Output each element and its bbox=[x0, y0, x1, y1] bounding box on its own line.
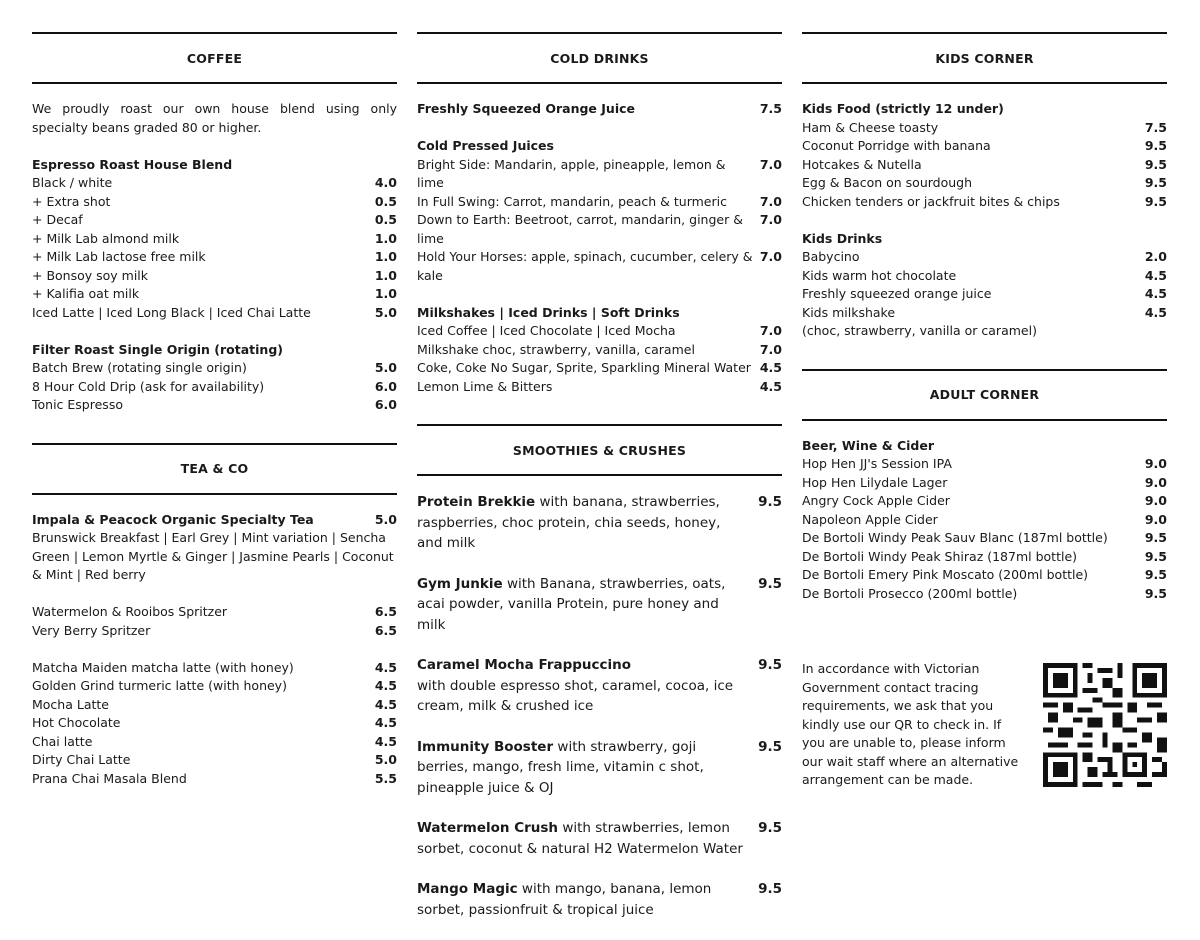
menu-item-price: 7.0 bbox=[759, 156, 782, 172]
menu-item-row bbox=[32, 230, 397, 249]
menu-item-price: 9.5 bbox=[1144, 567, 1167, 582]
smoothie-text bbox=[417, 574, 750, 636]
menu-item-row bbox=[417, 378, 782, 397]
menu-item-price: 6.5 bbox=[374, 604, 397, 619]
menu-item-name: Prana Chai Masala Blend bbox=[32, 770, 187, 786]
menu-item-price: 6.0 bbox=[374, 378, 397, 394]
smoothie-desc: with double espresso shot, caramel, cocoa, ice cream, milk & crushed ice bbox=[417, 677, 734, 714]
menu-item-row bbox=[32, 304, 397, 323]
menu-item-name: 8 Hour Cold Drip (ask for availability) bbox=[32, 378, 265, 394]
menu-item-row bbox=[417, 193, 782, 212]
menu-item-price: 9.5 bbox=[1144, 548, 1167, 564]
menu-item-price: 9.0 bbox=[1144, 493, 1167, 508]
smoothie-head bbox=[417, 655, 782, 717]
menu-item-price: 9.5 bbox=[1144, 156, 1167, 172]
menu-item-price: 4.5 bbox=[759, 378, 782, 394]
smoothie-price: 9.5 bbox=[758, 881, 782, 897]
menu-item-row bbox=[802, 474, 1167, 493]
smoothie-text bbox=[417, 655, 750, 717]
menu-item-name: + Extra shot bbox=[32, 193, 111, 209]
menu-item-row bbox=[802, 248, 1167, 267]
kids-milkshake-note bbox=[802, 322, 1167, 341]
menu-item-row bbox=[802, 304, 1167, 323]
menu-item-name: De Bortoli Windy Peak Shiraz (187ml bottle) bbox=[802, 548, 1078, 564]
menu-item-row bbox=[32, 603, 397, 622]
menu-item-price: 9.0 bbox=[1144, 456, 1167, 471]
smoothie-head bbox=[417, 879, 782, 920]
menu-item-name: + Kalifia oat milk bbox=[32, 286, 140, 301]
menu-item-row bbox=[417, 211, 782, 248]
smoothie-price: 9.5 bbox=[758, 738, 782, 755]
organic-tea-desc: Brunswick Breakfast | Earl Grey | Mint variation | Sencha Green | Lemon Myrtle & Ginger | Jasmine Pearls | Coconut & Mint | Red berry bbox=[32, 530, 394, 582]
menu-item-row bbox=[417, 156, 782, 193]
menu-item-row bbox=[417, 341, 782, 360]
menu-item-name: Iced Latte | Iced Long Black | Iced Chai Latte bbox=[32, 304, 311, 320]
menu-item-price: 5.0 bbox=[374, 360, 397, 375]
menu-item-name: Bright Side: Mandarin, apple, pineapple, lemon & lime bbox=[417, 156, 726, 190]
espresso-list bbox=[32, 174, 397, 322]
menu-item-name: Hot Chocolate bbox=[32, 715, 121, 730]
menu-item-price: 1.0 bbox=[374, 249, 397, 264]
menu-item-row bbox=[32, 677, 397, 696]
orange-juice-price: 7.5 bbox=[759, 101, 782, 116]
menu-item-name: Freshly squeezed orange juice bbox=[802, 286, 992, 301]
menu-item-row bbox=[32, 359, 397, 378]
smoothie-item bbox=[417, 818, 782, 859]
column-left bbox=[32, 32, 397, 788]
menu-item-name: Lemon Lime & Bitters bbox=[417, 378, 553, 394]
menu-item-row bbox=[32, 248, 397, 267]
menu-item-price: 9.0 bbox=[1144, 474, 1167, 490]
menu-item-name: Mocha Latte bbox=[32, 696, 109, 712]
menu-item-price: 2.0 bbox=[1144, 249, 1167, 264]
menu-item-row bbox=[32, 622, 397, 641]
menu-item-row bbox=[802, 529, 1167, 548]
smoothie-name: Immunity Booster bbox=[417, 738, 554, 755]
smoothie-desc: with strawberries, lemon sorbet, coconut & natural H2 Watermelon Water bbox=[417, 820, 743, 857]
menu-item-name: Down to Earth: Beetroot, carrot, mandarin, ginger & lime bbox=[417, 212, 743, 246]
menu-item-name: Coke, Coke No Sugar, Sprite, Sparkling Mineral Water bbox=[417, 360, 751, 375]
smoothie-desc: with Banana, strawberries, oats, acai powder, vanilla Protein, pure honey and milk bbox=[417, 575, 726, 633]
menu-item-name: + Milk Lab lactose free milk bbox=[32, 249, 206, 264]
menu-item-price: 4.0 bbox=[374, 175, 397, 190]
menu-item-price: 9.5 bbox=[1144, 175, 1167, 190]
shakes-list bbox=[417, 322, 782, 396]
menu-item-name: Chai latte bbox=[32, 733, 93, 749]
coffee-intro: We proudly roast our own house blend using only specialty beans graded 80 or higher. bbox=[32, 101, 397, 135]
menu-item-row bbox=[32, 659, 397, 678]
menu-item-row bbox=[802, 156, 1167, 175]
menu-item-price: 5.5 bbox=[374, 770, 397, 786]
menu-item-price: 7.0 bbox=[759, 212, 782, 227]
smoothie-text bbox=[417, 737, 750, 799]
tea-header: TEA & CO bbox=[32, 443, 397, 495]
qr-code-icon[interactable] bbox=[1043, 663, 1167, 787]
adult-header: ADULT CORNER bbox=[802, 369, 1167, 421]
filter-title: Filter Roast Single Origin (rotating) bbox=[32, 341, 283, 357]
menu-item-name: Dirty Chai Latte bbox=[32, 752, 131, 767]
smoothie-price: 9.5 bbox=[758, 657, 782, 673]
menu-item-name: Black / white bbox=[32, 175, 113, 190]
kids-food-list bbox=[802, 119, 1167, 212]
menu-item-name: Tonic Espresso bbox=[32, 397, 123, 412]
menu-item-name: Matcha Maiden matcha latte (with honey) bbox=[32, 659, 294, 675]
menu-item-row bbox=[802, 548, 1167, 567]
menu-item-price: 9.5 bbox=[1144, 530, 1167, 545]
menu-item-row bbox=[802, 455, 1167, 474]
menu-item-price: 1.0 bbox=[374, 267, 397, 283]
smoothie-price: 9.5 bbox=[758, 494, 782, 510]
menu-item-row bbox=[802, 566, 1167, 585]
smoothie-desc: with strawberry, goji berries, mango, fresh lime, vitamin c shot, pineapple juice & OJ bbox=[417, 738, 704, 796]
menu-item-price: 7.0 bbox=[759, 249, 782, 264]
smoothie-item bbox=[417, 879, 782, 920]
smoothie-head bbox=[417, 737, 782, 799]
smoothie-item bbox=[417, 655, 782, 717]
kids-milkshake-note-text: (choc, strawberry, vanilla or caramel) bbox=[802, 323, 1037, 338]
smoothie-head bbox=[417, 818, 782, 859]
menu-item-name: Milkshake choc, strawberry, vanilla, caramel bbox=[417, 341, 695, 357]
menu-item-name: Coconut Porridge with banana bbox=[802, 138, 991, 153]
menu-item-row bbox=[802, 267, 1167, 286]
smoothie-text bbox=[417, 818, 750, 859]
smoothie-list bbox=[417, 492, 782, 920]
pressed-title: Cold Pressed Juices bbox=[417, 138, 554, 153]
kids-header: KIDS CORNER bbox=[802, 32, 1167, 84]
menu-item-name: In Full Swing: Carrot, mandarin, peach & turmeric bbox=[417, 193, 727, 209]
menu-item-name: Kids warm hot chocolate bbox=[802, 267, 957, 283]
menu-item-name: Batch Brew (rotating single origin) bbox=[32, 360, 247, 375]
organic-tea-title: Impala & Peacock Organic Specialty Tea bbox=[32, 511, 314, 527]
menu-item-name: De Bortoli Windy Peak Sauv Blanc (187ml bottle) bbox=[802, 530, 1108, 545]
menu-item-row bbox=[32, 733, 397, 752]
menu-item-row bbox=[802, 511, 1167, 530]
menu-item-row bbox=[32, 696, 397, 715]
spritzer-list bbox=[32, 603, 397, 640]
menu-item-price: 4.5 bbox=[1144, 286, 1167, 301]
menu-item-name: Very Berry Spritzer bbox=[32, 622, 151, 638]
smoothies-header: SMOOTHIES & CRUSHES bbox=[417, 424, 782, 476]
menu-item-name: Iced Coffee | Iced Chocolate | Iced Mocha bbox=[417, 323, 676, 338]
menu-item-row bbox=[802, 119, 1167, 138]
menu-item-name: Babycino bbox=[802, 249, 860, 264]
menu-item-name: Kids milkshake bbox=[802, 304, 896, 320]
smoothie-text bbox=[417, 492, 750, 554]
smoothie-name: Watermelon Crush bbox=[417, 820, 559, 836]
smoothie-name: Mango Magic bbox=[417, 881, 518, 897]
smoothie-item bbox=[417, 574, 782, 636]
menu-item-row bbox=[802, 285, 1167, 304]
menu-item-row bbox=[32, 193, 397, 212]
menu-item-row bbox=[32, 751, 397, 770]
menu-item-row bbox=[802, 174, 1167, 193]
menu-item-price: 5.0 bbox=[374, 752, 397, 767]
smoothie-name: Gym Junkie bbox=[417, 575, 503, 592]
menu-item-name: + Bonsoy soy milk bbox=[32, 267, 149, 283]
menu-item-row bbox=[417, 248, 782, 285]
menu-item-name: + Decaf bbox=[32, 212, 83, 227]
menu-item-price: 9.5 bbox=[1144, 193, 1167, 209]
menu-item-price: 1.0 bbox=[374, 286, 397, 301]
menu-item-price: 0.5 bbox=[374, 193, 397, 209]
menu-item-row bbox=[32, 267, 397, 286]
menu-item-price: 4.5 bbox=[759, 360, 782, 375]
menu-item-row bbox=[32, 396, 397, 415]
menu-item-price: 7.0 bbox=[759, 193, 782, 209]
pressed-list bbox=[417, 156, 782, 286]
menu-item-name: Angry Cock Apple Cider bbox=[802, 493, 950, 508]
menu-item-name: Watermelon & Rooibos Spritzer bbox=[32, 604, 228, 619]
menu-item-row bbox=[32, 285, 397, 304]
smoothie-desc: with banana, strawberries, raspberries, choc protein, chia seeds, honey, and milk bbox=[417, 494, 721, 551]
menu-item-row bbox=[417, 322, 782, 341]
menu-item-row bbox=[802, 492, 1167, 511]
column-middle bbox=[417, 32, 782, 940]
adult-list bbox=[802, 455, 1167, 603]
column-right bbox=[802, 32, 1167, 603]
smoothie-name: Protein Brekkie bbox=[417, 494, 536, 510]
menu-item-row bbox=[802, 585, 1167, 604]
menu-item-price: 4.5 bbox=[1144, 304, 1167, 320]
menu-item-price: 5.0 bbox=[374, 304, 397, 320]
latte-list bbox=[32, 659, 397, 789]
menu-item-name: Napoleon Apple Cider bbox=[802, 511, 938, 527]
espresso-title: Espresso Roast House Blend bbox=[32, 156, 233, 172]
smoothie-item bbox=[417, 737, 782, 799]
menu-item-price: 6.0 bbox=[374, 397, 397, 412]
menu-item-name: Chicken tenders or jackfruit bites & chips bbox=[802, 193, 1060, 209]
menu-item-row bbox=[417, 359, 782, 378]
menu-item-name: Hotcakes & Nutella bbox=[802, 156, 922, 172]
menu-item-price: 4.5 bbox=[374, 715, 397, 730]
menu-item-row bbox=[32, 211, 397, 230]
menu-item-price: 0.5 bbox=[374, 212, 397, 227]
menu-item-name: Hop Hen Lilydale Lager bbox=[802, 474, 948, 490]
menu-item-name: Hold Your Horses: apple, spinach, cucumber, celery & kale bbox=[417, 249, 753, 283]
menu-item-name: Ham & Cheese toasty bbox=[802, 119, 939, 135]
smoothie-head bbox=[417, 492, 782, 554]
smoothie-price: 9.5 bbox=[758, 820, 782, 836]
menu-item-row bbox=[802, 193, 1167, 212]
organic-tea-row bbox=[32, 511, 397, 530]
menu-item-name: + Milk Lab almond milk bbox=[32, 230, 180, 246]
organic-tea-price: 5.0 bbox=[374, 511, 397, 527]
menu-item-price: 9.0 bbox=[1144, 511, 1167, 527]
menu-item-price: 4.5 bbox=[374, 733, 397, 749]
menu-item-price: 9.5 bbox=[1144, 138, 1167, 153]
menu-item-row bbox=[32, 714, 397, 733]
menu-item-price: 7.0 bbox=[759, 323, 782, 338]
menu-item-price: 4.5 bbox=[374, 659, 397, 675]
coffee-header: COFFEE bbox=[32, 32, 397, 84]
smoothie-price: 9.5 bbox=[758, 575, 782, 592]
kids-drinks-title: Kids Drinks bbox=[802, 230, 883, 246]
smoothie-item bbox=[417, 492, 782, 554]
contact-tracing-notice: In accordance with Victorian Government contact tracing requirements, we ask that you kindly use our QR to check in. If you are unable to, please inform our wait staff where an alternative arrangement can be made. bbox=[802, 661, 1019, 787]
menu-item-name: Golden Grind turmeric latte (with honey) bbox=[32, 678, 287, 693]
menu-item-name: Egg & Bacon on sourdough bbox=[802, 175, 973, 190]
menu-item-price: 1.0 bbox=[374, 230, 397, 246]
menu-item-name: De Bortoli Emery Pink Moscato (200ml bottle) bbox=[802, 567, 1089, 582]
menu-item-price: 7.0 bbox=[759, 341, 782, 357]
menu-item-row bbox=[32, 770, 397, 789]
shakes-title: Milkshakes | Iced Drinks | Soft Drinks bbox=[417, 304, 680, 320]
kids-drinks-list bbox=[802, 248, 1167, 322]
smoothie-desc: with mango, banana, lemon sorbet, passionfruit & tropical juice bbox=[417, 881, 712, 918]
menu-item-name: Hop Hen JJ's Session IPA bbox=[802, 456, 952, 471]
menu-item-row bbox=[32, 174, 397, 193]
menu-item-row bbox=[802, 137, 1167, 156]
menu-item-price: 4.5 bbox=[1144, 267, 1167, 283]
smoothie-text bbox=[417, 879, 750, 920]
menu-item-price: 6.5 bbox=[374, 622, 397, 638]
filter-list bbox=[32, 359, 397, 415]
smoothie-head bbox=[417, 574, 782, 636]
orange-juice-name: Freshly Squeezed Orange Juice bbox=[417, 101, 635, 116]
orange-juice-row bbox=[417, 100, 782, 119]
menu-item-price: 7.5 bbox=[1144, 119, 1167, 135]
menu-item-price: 9.5 bbox=[1144, 585, 1167, 601]
kids-food-title: Kids Food (strictly 12 under) bbox=[802, 101, 1004, 116]
smoothie-name: Caramel Mocha Frappuccino bbox=[417, 657, 632, 673]
cold-drinks-header: COLD DRINKS bbox=[417, 32, 782, 84]
adult-title: Beer, Wine & Cider bbox=[802, 437, 935, 453]
menu-item-price: 4.5 bbox=[374, 696, 397, 712]
menu-item-row bbox=[32, 378, 397, 397]
menu-item-price: 4.5 bbox=[374, 678, 397, 693]
menu-item-name: De Bortoli Prosecco (200ml bottle) bbox=[802, 585, 1018, 601]
